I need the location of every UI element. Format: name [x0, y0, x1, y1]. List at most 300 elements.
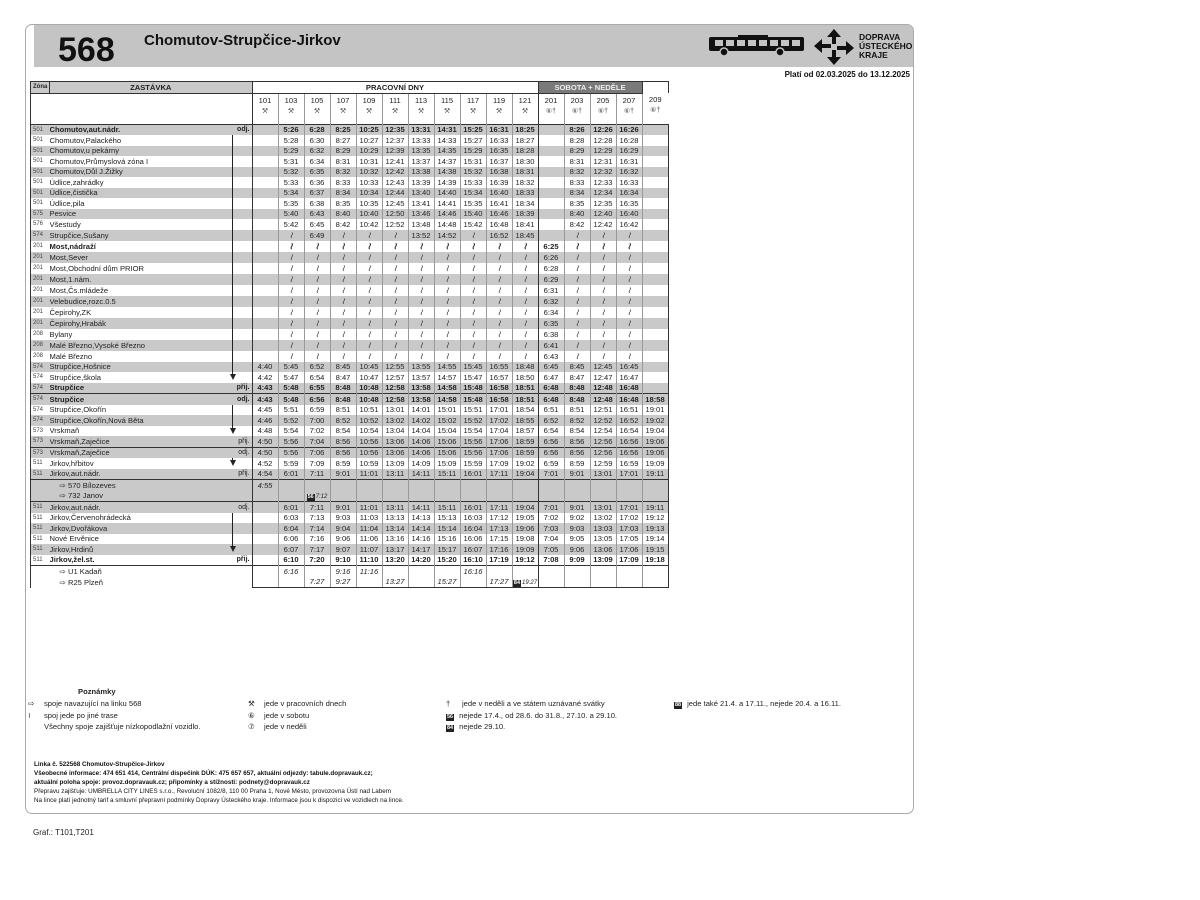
departure-time: 14:06	[408, 447, 434, 458]
departure-time: 12:34	[590, 188, 616, 199]
trip-number: 113	[414, 95, 428, 105]
departure-time: 19:12	[512, 555, 538, 566]
arrival-departure-mark	[233, 523, 253, 534]
departure-time: ≀	[330, 318, 356, 329]
note-badge-84: 84	[513, 579, 521, 586]
departure-time: ≀	[330, 230, 356, 241]
departure-time	[538, 156, 564, 167]
note-symbol: ⑥	[248, 710, 255, 720]
departure-time: 7:09	[304, 458, 330, 469]
departure-time: 19:09	[642, 458, 668, 469]
departure-time: ≀	[278, 307, 304, 318]
departure-time: 12:42	[382, 167, 408, 178]
departure-time: 13:52	[408, 230, 434, 241]
stop-name: Jirkov,aut.nádr.	[50, 502, 233, 513]
departure-time: ≀	[590, 263, 616, 274]
departure-time: 8:26	[564, 124, 590, 135]
departure-time: 9:01	[330, 469, 356, 480]
departure-time: 6:31	[538, 285, 564, 296]
departure-time: 13:05	[590, 534, 616, 545]
note-item	[28, 722, 201, 734]
departure-time: 9:02	[564, 513, 590, 524]
connection-time	[252, 480, 278, 491]
departure-time: ≀	[304, 340, 330, 351]
departure-time: 15:01	[434, 405, 460, 416]
arrival-departure-mark	[233, 230, 253, 241]
stop-row	[31, 534, 669, 545]
departure-time: 6:34	[304, 156, 330, 167]
stop-name: Most,Obchodní dům PRIOR	[49, 263, 145, 273]
stop-name: Chomutov,u pekárny	[50, 146, 233, 157]
note-item	[248, 722, 346, 734]
arrival-departure-mark: odj.	[233, 447, 253, 458]
connection-time	[408, 491, 434, 502]
trip-number: 203	[570, 95, 584, 105]
departure-time	[252, 274, 278, 285]
departure-time: 15:52	[460, 415, 486, 426]
connection-time	[382, 566, 408, 577]
departure-time: 8:40	[330, 209, 356, 220]
departure-time: ≀	[434, 263, 460, 274]
departure-time: 15:32	[460, 167, 486, 178]
departure-time: 15:45	[460, 362, 486, 373]
departure-time: 16:48	[616, 383, 642, 394]
departure-time: 12:26	[590, 124, 616, 135]
spacer-cell	[304, 117, 330, 125]
departure-time: ≀	[434, 351, 460, 362]
connection-time	[252, 577, 278, 588]
departure-time: 16:57	[486, 372, 512, 383]
trip-number: 119	[492, 95, 506, 105]
spacer-cell	[50, 117, 233, 125]
departure-time: 6:37	[304, 188, 330, 199]
connection-time	[564, 480, 590, 491]
departure-time: ≀	[512, 318, 538, 329]
departure-time: 16:38	[486, 167, 512, 178]
connection-row	[31, 480, 669, 491]
departure-time: 15:02	[434, 415, 460, 426]
departure-time: 13:20	[382, 555, 408, 566]
stop-row	[31, 285, 669, 296]
departure-time: ≀	[434, 307, 460, 318]
trip-header	[356, 93, 382, 117]
stop-name: Vrskmaň	[49, 426, 80, 436]
departure-time: 6:32	[538, 296, 564, 307]
departure-time: ≀	[564, 329, 590, 340]
arrival-departure-mark	[233, 285, 253, 296]
trip-days-symbol: ⚒	[469, 107, 477, 115]
stop-name: Jirkov,hřbitov	[49, 458, 94, 468]
connection-time-value: 15:27	[437, 577, 457, 587]
connection-time	[304, 491, 330, 502]
departure-time: ≀	[382, 230, 408, 241]
departure-time: 16:35	[486, 146, 512, 157]
connection-time	[330, 480, 356, 491]
trip-number: 111	[389, 95, 401, 105]
departure-time: 10:51	[356, 405, 382, 416]
departure-time: 8:54	[564, 426, 590, 437]
departure-time: ≀	[356, 351, 382, 362]
departure-time: 7:05	[538, 544, 564, 555]
departure-time: 12:33	[590, 177, 616, 188]
stop-row	[31, 241, 669, 252]
arrival-departure-mark	[233, 307, 253, 318]
departure-time	[252, 177, 278, 188]
arrival-departure-mark	[233, 513, 253, 524]
departure-time: 15:51	[460, 405, 486, 416]
departure-time: 18:51	[512, 394, 538, 405]
departure-time: 13:41	[408, 198, 434, 209]
departure-time: 12:59	[590, 458, 616, 469]
departure-time: 4:45	[252, 405, 278, 416]
departure-time: 7:04	[538, 534, 564, 545]
departure-time: 16:59	[616, 458, 642, 469]
departure-time: 16:52	[616, 415, 642, 426]
departure-time	[538, 209, 564, 220]
trip-number: 101	[258, 95, 272, 105]
connection-time	[642, 577, 668, 588]
departure-time: 12:29	[590, 146, 616, 157]
departure-time	[252, 167, 278, 178]
departure-time: 7:08	[538, 555, 564, 566]
departure-time	[252, 135, 278, 146]
departure-time: 5:54	[278, 426, 304, 437]
departure-time: 8:45	[330, 362, 356, 373]
departure-time: 5:34	[278, 188, 304, 199]
weekend-header-blank	[642, 82, 668, 94]
departure-time: 8:56	[330, 447, 356, 458]
zone-number: 574	[31, 362, 50, 373]
departure-time: 11:06	[356, 534, 382, 545]
departure-time: ≀	[460, 318, 486, 329]
zone-number: 208	[31, 329, 50, 340]
departure-time: 11:04	[356, 523, 382, 534]
departure-time	[252, 252, 278, 263]
weekend-header: SOBOTA + NEDĚLE	[538, 82, 642, 94]
stop-name: Údlice,zahrádky	[49, 177, 104, 187]
departure-time: 8:40	[564, 209, 590, 220]
departure-time: 10:35	[356, 198, 382, 209]
departure-time: ≀	[356, 285, 382, 296]
connection-row	[31, 566, 669, 577]
departure-time: 13:58	[408, 383, 434, 394]
departure-time: ≀	[330, 307, 356, 318]
departure-time: 14:41	[434, 198, 460, 209]
connection-time	[434, 566, 460, 577]
departure-time: 12:40	[590, 209, 616, 220]
departure-time: 5:51	[278, 405, 304, 416]
departure-time: 8:47	[330, 372, 356, 383]
arrival-departure-mark	[233, 198, 253, 209]
route-name: Chomutov-Strupčice-Jirkov	[144, 32, 341, 49]
departure-time: 8:56	[564, 447, 590, 458]
departure-time: 12:45	[382, 198, 408, 209]
zone-number: 511	[31, 555, 50, 566]
departure-time: 13:17	[382, 544, 408, 555]
departure-time: 16:52	[486, 230, 512, 241]
departure-time: 6:52	[538, 415, 564, 426]
departure-time: ≀	[616, 274, 642, 285]
departure-time: 15:13	[434, 513, 460, 524]
departure-time: 19:18	[642, 555, 668, 566]
departure-time: 4:52	[252, 458, 278, 469]
departure-time: ≀	[356, 318, 382, 329]
departure-time: 6:04	[278, 523, 304, 534]
departure-time	[642, 124, 668, 135]
departure-time: 14:46	[434, 209, 460, 220]
departure-time: 14:06	[408, 436, 434, 447]
departure-time: ≀	[564, 318, 590, 329]
note-item	[446, 722, 617, 734]
departure-time: 17:01	[616, 502, 642, 513]
note-badge-84: 84	[447, 725, 454, 731]
mark-cell	[233, 93, 253, 117]
departure-time	[642, 209, 668, 220]
zone-number: 511	[31, 544, 50, 555]
departure-time: 8:54	[330, 426, 356, 437]
departure-time: 18:59	[512, 436, 538, 447]
zone-number: 501	[31, 146, 50, 157]
departure-time: 6:54	[538, 426, 564, 437]
trip-days-symbol: ⚒	[417, 107, 425, 115]
departure-time: 16:31	[486, 124, 512, 135]
departure-time: 18:30	[512, 156, 538, 167]
departure-time: ≀	[590, 285, 616, 296]
departure-time: 6:41	[538, 340, 564, 351]
departure-time	[642, 383, 668, 394]
spacer-cell	[512, 117, 538, 125]
departure-time: 6:56	[538, 436, 564, 447]
stop-row	[31, 307, 669, 318]
departure-time: ≀	[486, 274, 512, 285]
departure-time: 11:01	[356, 469, 382, 480]
connection-time	[564, 577, 590, 588]
footer-line-4: Přepravu zajišťuje: UMBRELLA CITY LINES s.r.o., Revoluční 1082/8, 110 00 Praha 1, Nové Město, provozovna Ústí nad Labem	[34, 788, 392, 795]
zone-number: 201	[31, 263, 50, 274]
departure-time: ≀	[278, 296, 304, 307]
departure-time: ≀	[590, 230, 616, 241]
departure-time	[252, 307, 278, 318]
stop-row	[31, 146, 669, 157]
departure-time: 19:01	[642, 405, 668, 416]
departure-time: ≀	[486, 318, 512, 329]
departure-time: 13:11	[382, 502, 408, 513]
arrival-departure-mark	[233, 296, 253, 307]
departure-time: 19:14	[642, 534, 668, 545]
departure-time: 13:02	[590, 513, 616, 524]
departure-time: 18:51	[512, 383, 538, 394]
zone-number: 201	[31, 274, 50, 285]
departure-time: 6:29	[538, 274, 564, 285]
departure-time: 10:47	[356, 372, 382, 383]
stop-name: Strupčice	[50, 394, 233, 405]
connection-time	[356, 566, 382, 577]
departure-time: 18:50	[512, 372, 538, 383]
departure-time: 14:57	[434, 372, 460, 383]
departure-time: ≀	[304, 329, 330, 340]
spacer-cell	[486, 117, 512, 125]
stop-row	[31, 362, 669, 373]
departure-time: 8:52	[564, 415, 590, 426]
direction-line	[232, 405, 233, 428]
arrival-departure-mark	[233, 219, 253, 230]
note-badge-56: 56	[447, 713, 454, 720]
arrow-down-icon	[230, 460, 236, 466]
arrival-departure-mark	[233, 362, 253, 373]
trip-days-symbol: ⚒	[261, 107, 269, 115]
departure-time: 19:05	[512, 513, 538, 524]
departure-time: 11:10	[356, 555, 382, 566]
arrival-departure-mark: přij.	[236, 556, 250, 564]
trip-header	[590, 93, 616, 117]
stop-row	[31, 383, 669, 394]
departure-time: 4:43	[252, 383, 278, 394]
departure-time: ≀	[382, 296, 408, 307]
spacer-cell	[330, 117, 356, 125]
connection-time	[278, 480, 304, 491]
departure-time: 6:35	[538, 318, 564, 329]
zone-number: 501	[31, 156, 50, 167]
departure-time: 10:56	[356, 447, 382, 458]
connection-time	[642, 566, 668, 577]
departure-time: ≀	[486, 340, 512, 351]
departure-time: 8:59	[330, 458, 356, 469]
zone-number: 574	[31, 394, 50, 405]
departure-time: 16:33	[486, 135, 512, 146]
departure-time: 13:02	[382, 415, 408, 426]
departure-time: 16:33	[616, 177, 642, 188]
departure-time: 7:11	[304, 502, 330, 513]
departure-time: 5:28	[278, 135, 304, 146]
departure-time: ≀	[278, 241, 304, 252]
zone-cell	[31, 480, 50, 491]
zone-number: 501	[31, 124, 50, 135]
departure-time: 17:09	[486, 458, 512, 469]
departure-time: 9:01	[564, 469, 590, 480]
trip-number: 115	[440, 95, 454, 105]
connection-time	[590, 480, 616, 491]
departure-time: 16:10	[460, 555, 486, 566]
stop-name: Čepirohy,Hrabák	[50, 318, 233, 329]
departure-time: 4:42	[252, 372, 278, 383]
departure-time: 15:16	[434, 534, 460, 545]
connection-time-value: 17:27	[489, 577, 509, 587]
departure-time	[538, 124, 564, 135]
departure-time: 14:13	[408, 513, 434, 524]
departure-time: ≀	[434, 296, 460, 307]
connection-time	[512, 566, 538, 577]
note-badge-56: 56	[307, 494, 314, 500]
departure-time: 7:11	[304, 469, 330, 480]
departure-time: 10:27	[356, 135, 382, 146]
departure-time: ≀	[304, 285, 330, 296]
departure-time	[642, 296, 668, 307]
departure-time: ≀	[616, 263, 642, 274]
logo-line-2: ÚSTECKÉHO	[859, 41, 913, 51]
departure-time: 15:59	[460, 458, 486, 469]
connection-row	[31, 577, 669, 588]
departure-time: ≀	[330, 329, 356, 340]
departure-time: 15:48	[460, 383, 486, 394]
departure-time: 16:45	[616, 362, 642, 373]
departure-time: ≀	[512, 274, 538, 285]
departure-time: ≀	[616, 307, 642, 318]
departure-time: 6:30	[304, 135, 330, 146]
stop-name: Všestudy	[49, 219, 81, 229]
departure-time: 14:02	[408, 415, 434, 426]
departure-time: ≀	[330, 252, 356, 263]
departure-time: ≀	[382, 285, 408, 296]
departure-time: 16:58	[486, 383, 512, 394]
departure-time: 12:52	[590, 415, 616, 426]
stop-name: Údlice,pila	[49, 198, 85, 208]
stop-row	[31, 296, 669, 307]
departure-time: 8:31	[564, 156, 590, 167]
departure-time: 14:52	[434, 230, 460, 241]
connection-time	[512, 480, 538, 491]
stop-name: Most,Čs.mládeže	[49, 285, 109, 295]
departure-time: 13:06	[382, 447, 408, 458]
departure-time: 6:47	[538, 372, 564, 383]
departure-time: 12:41	[382, 156, 408, 167]
departure-time: 19:06	[642, 436, 668, 447]
stop-name: Vrskmaň,Zaječice	[50, 436, 233, 447]
zone-number: 511	[31, 458, 50, 469]
departure-time: 5:56	[278, 447, 304, 458]
departure-time	[642, 340, 668, 351]
connection-time-value: 9:27	[335, 577, 351, 587]
zone-number: 201	[31, 307, 50, 318]
connection-time	[304, 577, 330, 588]
footer-info	[34, 760, 404, 805]
departure-time: 12:57	[382, 372, 408, 383]
logo-arrows-icon	[814, 29, 854, 65]
departure-time: 5:52	[278, 415, 304, 426]
trip-days-symbol: ⚒	[521, 107, 529, 115]
stop-name: Chomutov,Palackého	[49, 135, 122, 145]
trip-days-symbol: ⚒	[443, 107, 451, 115]
stop-row	[31, 372, 669, 383]
departure-time: ≀	[278, 285, 304, 296]
departure-time	[642, 241, 668, 252]
departure-time: ≀	[486, 307, 512, 318]
departure-time: 19:15	[642, 544, 668, 555]
departure-time: 15:29	[460, 146, 486, 157]
departure-time: 5:48	[278, 394, 304, 405]
departure-time: ≀	[330, 241, 356, 252]
trip-number: 201	[544, 95, 558, 105]
departure-time: 13:31	[408, 124, 434, 135]
departure-time	[538, 167, 564, 178]
departure-time: ≀	[460, 285, 486, 296]
departure-time: ≀	[460, 252, 486, 263]
departure-time: ≀	[486, 329, 512, 340]
departure-time: ≀	[330, 263, 356, 274]
departure-time: 12:54	[590, 426, 616, 437]
departure-time: 6:49	[304, 230, 330, 241]
departure-time: 17:01	[616, 469, 642, 480]
departure-time: 6:52	[304, 362, 330, 373]
departure-time: 16:31	[616, 156, 642, 167]
departure-time: ≀	[564, 285, 590, 296]
logo-text	[859, 33, 912, 60]
departure-time: 6:43	[304, 209, 330, 220]
departure-time	[642, 188, 668, 199]
trip-header	[486, 93, 512, 117]
departure-time: ≀	[616, 296, 642, 307]
departure-time: 17:05	[616, 534, 642, 545]
spacer-cell	[278, 117, 304, 125]
